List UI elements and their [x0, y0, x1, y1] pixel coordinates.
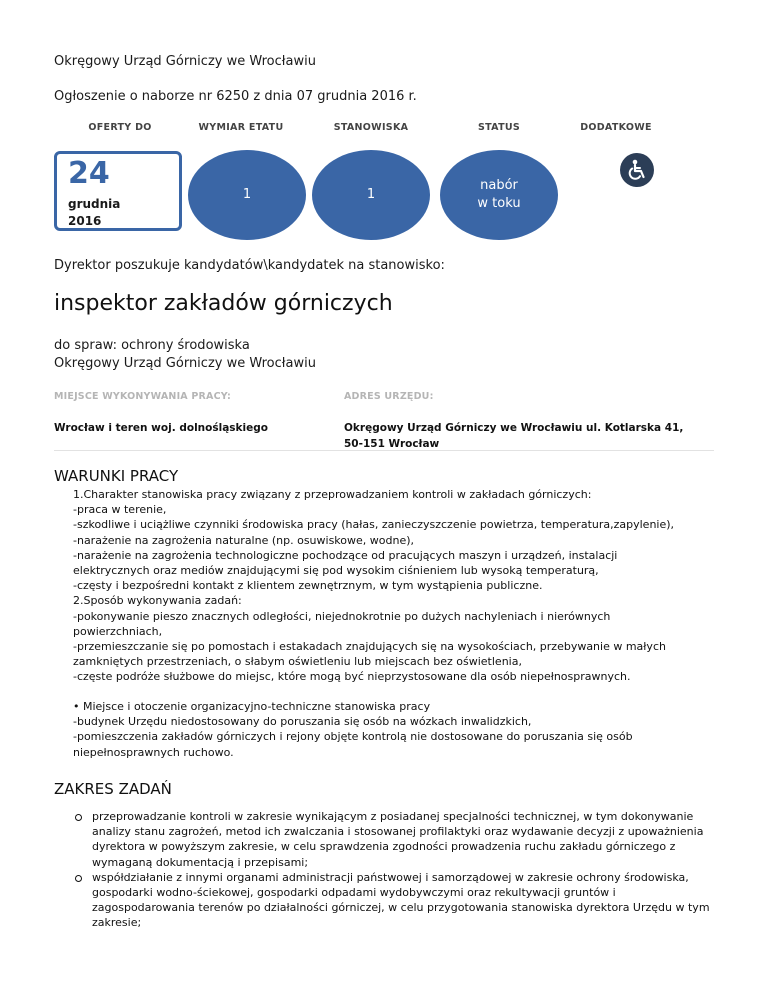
status-line-2: w toku: [477, 196, 521, 211]
condition-line: -narażenie na zagrożenia technologiczne pochodzące od pracujących maszyn i urządzeń, instalacji elektrycznych oraz mediów znajdującymi się pod wysokim ciśnieniem lub wysoką temperaturą,: [73, 548, 618, 578]
header-extra: DODATKOWE: [580, 122, 652, 133]
conditions-workplace: [73, 699, 683, 760]
office-name: Okręgowy Urząd Górniczy we Wrocławiu: [54, 54, 316, 69]
conditions-title: WARUNKI PRACY: [54, 467, 179, 485]
place-label: MIEJSCE WYKONYWANIA PRACY:: [54, 391, 232, 402]
condition-line: -praca w terenie,: [73, 503, 167, 517]
announcement-number: Ogłoszenie o naborze nr 6250 z dnia 07 grudnia 2016 r.: [54, 89, 417, 104]
condition-line: • Miejsce i otoczenie organizacyjno-techniczne stanowiska pracy: [73, 700, 431, 713]
status-line-1: nabór: [480, 178, 518, 193]
condition-line: -częste podróże służbowe do miejsc, które mogą być nieprzystosowane dla osób niepełnosprawnych.: [73, 670, 631, 684]
tasks-list: [66, 809, 722, 931]
place-value: Wrocław i teren woj. dolnośląskiego: [54, 422, 268, 434]
header-positions: STANOWISKA: [333, 122, 409, 133]
divider: [54, 450, 714, 451]
list-item: współdziałanie z innymi organami administracji państwowej i samorządowej w zakresie ochrony środowiska, gospodarki wodno-ściekowej, gospodarki odpadami wydobywczymi oraz rekultywacji gruntów i zagospodarowania terenów po działalności górniczej, w celu przygotowania stanowiska dyrektora Urzędu w tym zakresie;: [92, 870, 722, 931]
condition-line: -pomieszczenia zakładów górniczych i rejony objęte kontrolą nie dostosowane do poruszania się osób niepełnosprawnych ruchowo.: [73, 730, 633, 759]
positions-value: 1: [366, 187, 376, 202]
positions-circle: [312, 150, 430, 240]
deadline-month: grudnia: [68, 197, 121, 211]
office-line: Okręgowy Urząd Górniczy we Wrocławiu: [54, 356, 316, 371]
address-value: [344, 420, 683, 452]
etat-value: 1: [242, 187, 252, 202]
intro-text: Dyrektor poszukuje kandydatów\kandydatek na stanowisko:: [54, 258, 445, 273]
condition-line: -pokonywanie pieszo znacznych odległości, niejednokrotnie po dużych nachyleniach i nierównych powierzchniach,: [73, 609, 611, 638]
deadline-day: 24: [68, 156, 110, 191]
status-value: [477, 177, 520, 213]
deadline-month-year: [68, 196, 120, 230]
header-offers-until: OFERTY DO: [88, 122, 152, 133]
condition-line: -narażenie na zagrożenia naturalne (np. osuwiskowe, wodne),: [73, 533, 415, 547]
list-item: przeprowadzanie kontroli w zakresie wynikającym z posiadanej specjalności technicznej, w tym dokonywanie analizy stanu zagrożeń, metod ich zwalczania i stosowanej profilaktyki oraz wydawanie decyzji z upoważnienia dyrektora w powyższym zakresie, w celu sprawdzenia zgodności prowadzenia ruchu zakładu górniczego z wymaganą dokumentacją i przepisami;: [92, 809, 722, 870]
condition-line: 2.Sposób wykonywania zadań:: [73, 594, 242, 608]
condition-line: -przemieszczanie się po pomostach i estakadach znajdujących się na wysokościach, przebywanie w małych zamkniętych przestrzeniach, o słabym oświetleniu lub miejscach bez oświetlenia,: [73, 640, 666, 669]
condition-line: -budynek Urzędu niedostosowany do poruszania się osób na wózkach inwalidzkich,: [73, 715, 532, 729]
deadline-year: 2016: [68, 214, 102, 228]
header-etat: WYMIAR ETATU: [198, 122, 284, 133]
department-line: do spraw: ochrony środowiska: [54, 338, 250, 353]
header-status: STATUS: [477, 122, 521, 133]
deadline-box: [54, 151, 182, 231]
address-line-1: Okręgowy Urząd Górniczy we Wrocławiu ul. Kotlarska 41,: [344, 422, 684, 434]
wheelchair-icon: [620, 153, 654, 187]
etat-circle: [188, 150, 306, 240]
address-line-2: 50-151 Wrocław: [344, 438, 440, 450]
address-label: ADRES URZĘDU:: [344, 391, 434, 402]
condition-line: -szkodliwe i uciążliwe czynniki środowiska pracy (hałas, zanieczyszczenie powietrza, temperatura,zapylenie),: [73, 518, 675, 532]
conditions-list: [73, 487, 723, 685]
tasks-title: ZAKRES ZADAŃ: [54, 780, 172, 798]
tasks-section: [66, 809, 722, 931]
status-circle: [440, 150, 558, 240]
condition-line: 1.Charakter stanowiska pracy związany z przeprowadzaniem kontroli w zakładach górniczych:: [73, 488, 592, 501]
job-title: inspektor zakładów górniczych: [54, 291, 393, 316]
condition-line: -częsty i bezpośredni kontakt z klientem zewnętrznym, w tym wystąpienia publiczne.: [73, 579, 543, 593]
